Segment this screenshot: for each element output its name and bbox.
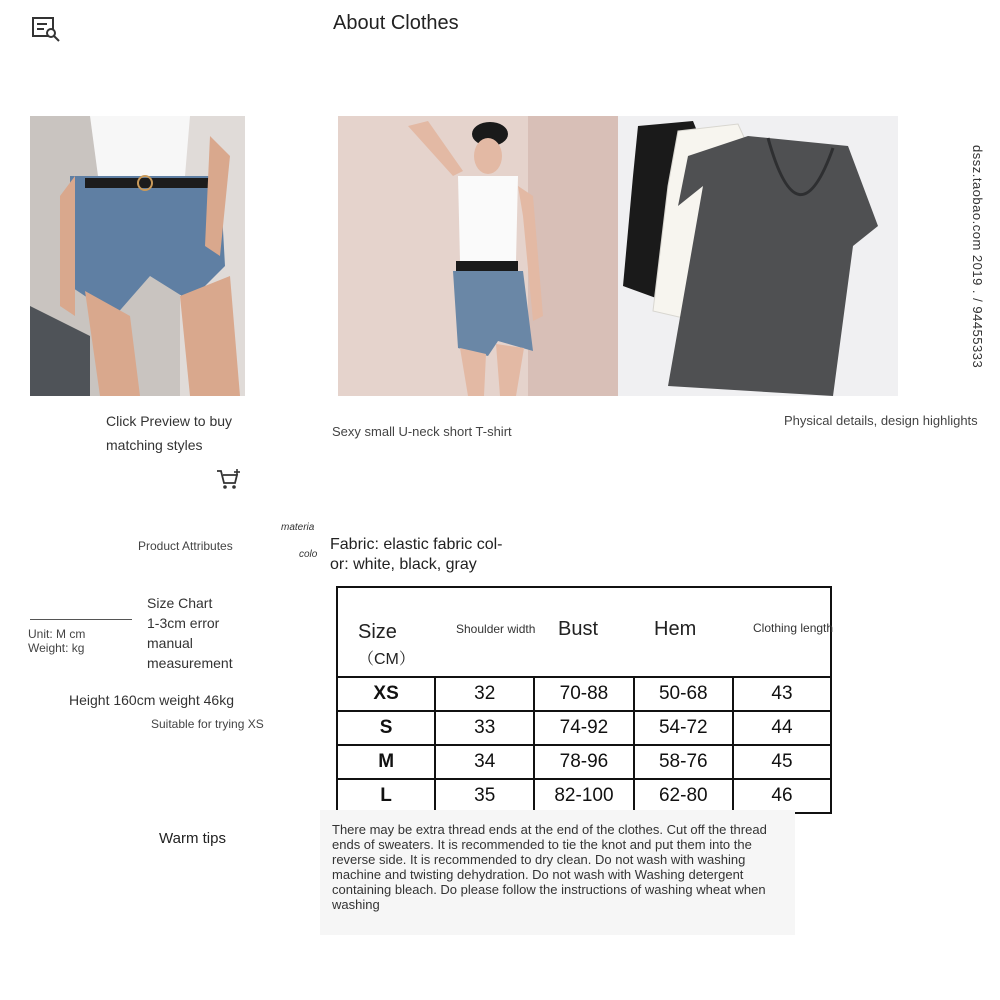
size-table-header <box>336 586 832 676</box>
header-hem: Hem <box>654 618 697 640</box>
add-to-cart-icon[interactable] <box>216 468 242 490</box>
right-photo-caption: Physical details, design highlights <box>784 413 978 428</box>
page-title: About Clothes <box>333 12 459 34</box>
model-measurement: Height 160cm weight 46kg <box>69 692 234 708</box>
header-bust: Bust <box>558 618 599 640</box>
middle-photo-caption: Sexy small U-neck short T-shirt <box>332 424 512 439</box>
table-cell: XS <box>337 677 435 711</box>
table-cell: 50-68 <box>634 677 733 711</box>
table-cell: 54-72 <box>634 711 733 745</box>
product-photo-shorts[interactable] <box>30 116 245 396</box>
table-cell: L <box>337 779 435 813</box>
table-cell: 35 <box>435 779 534 813</box>
table-row <box>337 745 831 779</box>
size-chart-note: Size Chart 1-3cm error manual measurement <box>147 595 233 671</box>
table-cell: 32 <box>435 677 534 711</box>
table-cell: 45 <box>733 745 831 779</box>
suitable-size-note: Suitable for trying XS <box>151 717 264 731</box>
table-cell: 43 <box>733 677 831 711</box>
material-label: materia <box>281 522 315 533</box>
table-cell: 74-92 <box>534 711 633 745</box>
table-cell: 62-80 <box>634 779 733 813</box>
table-cell: 70-88 <box>534 677 633 711</box>
color-label: colo <box>299 549 318 560</box>
header-clothing-length: Clothing length <box>753 621 834 635</box>
table-cell: 34 <box>435 745 534 779</box>
table-row <box>337 779 831 813</box>
product-attributes-label: Product Attributes <box>138 539 233 553</box>
table-cell: 58-76 <box>634 745 733 779</box>
divider-line <box>30 619 132 620</box>
table-cell: 44 <box>733 711 831 745</box>
warm-tips-text: There may be extra thread ends at the end of the clothes. Cut off the thread ends of sweaters. It is recommended to tie the knot and put them into the reverse side. It is recommended to dry clean. Do not wash with washing machine and twisting dehydration. Do not wash with Washing detergent containing bleach. Do please follow the instructions of washing wheat when washing <box>332 822 767 912</box>
table-cell: 78-96 <box>534 745 633 779</box>
product-photo-colors[interactable] <box>618 116 898 396</box>
table-cell: M <box>337 745 435 779</box>
table-cell: 33 <box>435 711 534 745</box>
document-search-icon <box>32 15 62 43</box>
table-cell: 82-100 <box>534 779 633 813</box>
table-cell: 46 <box>733 779 831 813</box>
table-row <box>337 677 831 711</box>
header-size: Size （CM） <box>358 621 415 668</box>
left-photo-caption: Click Preview to buy matching styles <box>106 413 233 453</box>
unit-note: Unit: M cm Weight: kg <box>28 627 86 655</box>
header-shoulder-width: Shoulder width <box>456 622 536 636</box>
table-cell: S <box>337 711 435 745</box>
warm-tips-label: Warm tips <box>159 830 226 847</box>
attributes-value: Fabric: elastic fabric col- or: white, black, gray <box>330 536 503 573</box>
product-photo-model[interactable] <box>338 116 618 396</box>
shop-watermark-text: dssz.taobao.com 2019 . / 94455333 <box>970 145 985 369</box>
size-table <box>336 676 832 814</box>
warm-tips-box <box>320 810 795 935</box>
table-row <box>337 711 831 745</box>
